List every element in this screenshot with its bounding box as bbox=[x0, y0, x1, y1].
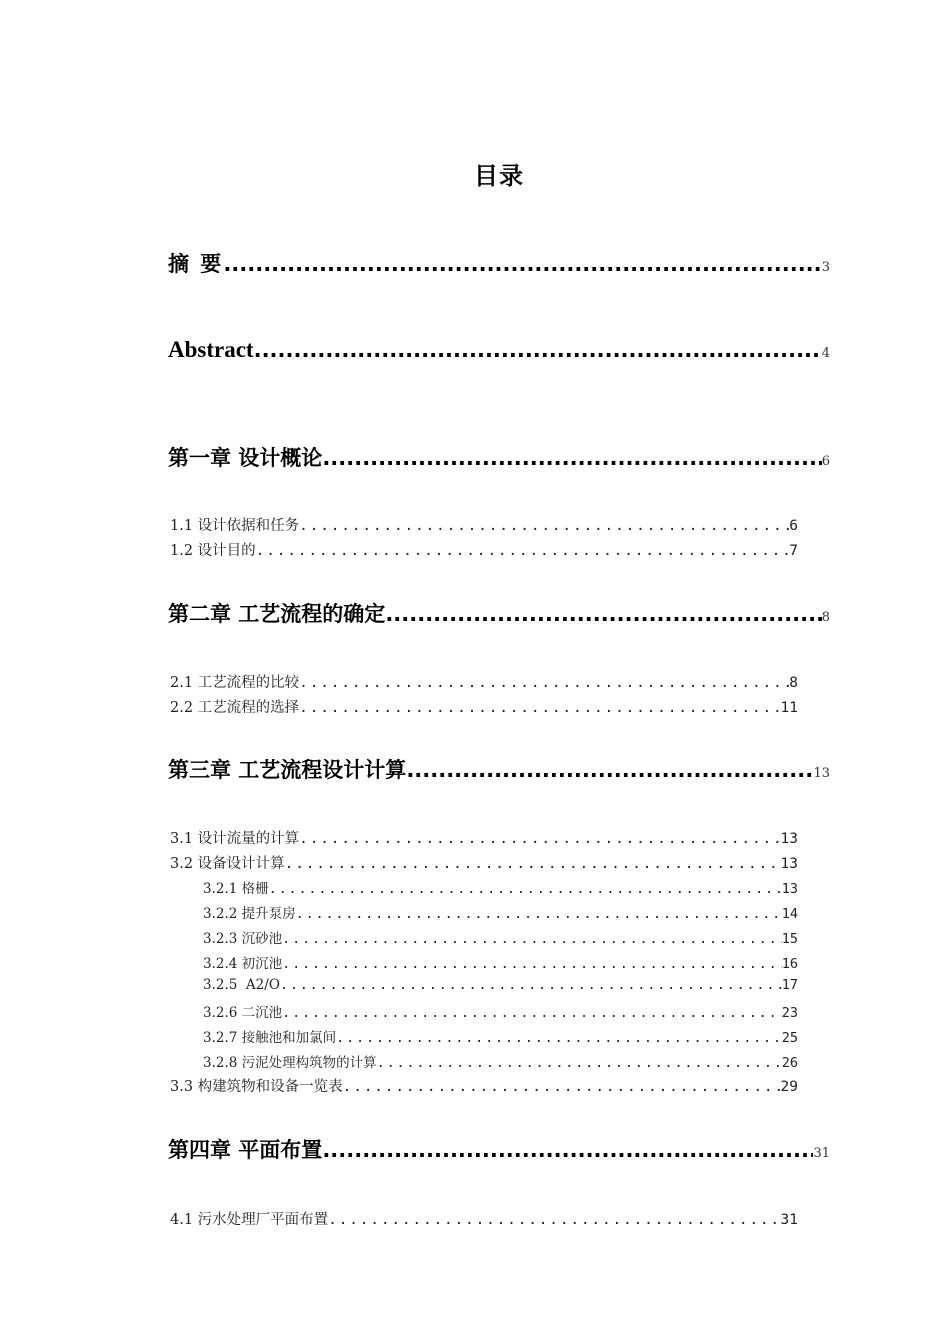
toc-entry-label: 第四章 平面布置 bbox=[168, 1138, 323, 1162]
toc-page-number: 25 bbox=[781, 1030, 798, 1046]
dot-leader bbox=[299, 831, 780, 847]
toc-entry-section[interactable] bbox=[170, 852, 798, 873]
toc-entry-label: 3.2 设备设计计算 bbox=[170, 856, 285, 872]
toc-page-number: 23 bbox=[781, 1005, 798, 1021]
toc-page-number: 6 bbox=[789, 518, 798, 534]
toc-entry-section[interactable] bbox=[170, 671, 798, 692]
toc-entry-label: 4.1 污水处理厂平面布置 bbox=[170, 1212, 329, 1228]
toc-entry-label: 摘 要 bbox=[168, 252, 224, 276]
toc-page-number: 8 bbox=[789, 675, 798, 691]
toc-entry-label: 2.1 工艺流程的比较 bbox=[170, 675, 300, 691]
toc-page-number: 13 bbox=[781, 881, 798, 897]
dot-leader bbox=[377, 1055, 782, 1071]
dot-leader bbox=[299, 518, 789, 534]
toc-entry-label: 2.2 工艺流程的选择 bbox=[170, 700, 300, 716]
toc-entry-section[interactable] bbox=[170, 696, 798, 717]
toc-entry-label: 3.2.4 初沉池 bbox=[203, 956, 283, 972]
toc-page-number: 13 bbox=[780, 856, 798, 872]
toc-page-number: 31 bbox=[813, 1146, 830, 1161]
toc-entry-label: 3.2.6 二沉池 bbox=[203, 1005, 283, 1021]
toc-entry-section[interactable] bbox=[170, 1208, 798, 1229]
toc-entry-label: 第三章 工艺流程设计计算 bbox=[168, 758, 407, 782]
dot-leader bbox=[322, 1138, 813, 1162]
toc-title: 目录 bbox=[474, 162, 524, 190]
dot-leader bbox=[385, 602, 821, 626]
toc-entry-abstract[interactable] bbox=[168, 337, 830, 363]
dot-leader bbox=[282, 931, 782, 947]
toc-page-number: 7 bbox=[789, 543, 798, 559]
toc-entry-label: 1.2 设计目的 bbox=[170, 543, 256, 559]
toc-entry-label: 3.2.8 污泥处理构筑物的计算 bbox=[203, 1055, 377, 1071]
toc-page-number: 16 bbox=[781, 956, 798, 972]
toc-entry-summary[interactable] bbox=[168, 248, 830, 278]
toc-entry-subsection[interactable] bbox=[203, 1051, 798, 1071]
toc-page-number: 4 bbox=[821, 346, 830, 361]
toc-entry-label: 3.1 设计流量的计算 bbox=[170, 831, 300, 847]
toc-entry-label: 3.2.3 沉砂池 bbox=[203, 931, 283, 947]
toc-entry-chapter-2[interactable] bbox=[168, 598, 830, 628]
dot-leader bbox=[254, 338, 822, 362]
toc-page-number: 6 bbox=[821, 454, 830, 469]
toc-page-number: 17 bbox=[781, 977, 798, 993]
dot-leader bbox=[282, 956, 782, 972]
toc-entry-chapter-1[interactable] bbox=[168, 442, 830, 472]
toc-page-number: 26 bbox=[781, 1055, 798, 1071]
dot-leader bbox=[336, 1030, 782, 1046]
toc-entry-label: 3.2.7 接触池和加氯间 bbox=[203, 1030, 337, 1046]
toc-page-number: 31 bbox=[780, 1212, 798, 1228]
toc-entry-label: 3.2.5 A2/O bbox=[203, 977, 280, 993]
toc-entry-subsection[interactable] bbox=[203, 1026, 798, 1046]
toc-entry-chapter-3[interactable] bbox=[168, 754, 830, 784]
toc-entry-label: 3.2.1 格栅 bbox=[203, 881, 269, 897]
dot-leader bbox=[343, 1079, 781, 1095]
dot-leader bbox=[299, 700, 780, 716]
toc-entry-subsection[interactable] bbox=[203, 952, 798, 972]
toc-page-number: 13 bbox=[813, 766, 830, 781]
toc-entry-label: 第二章 工艺流程的确定 bbox=[168, 602, 386, 626]
toc-page-number: 8 bbox=[821, 610, 830, 625]
toc-page-number: 13 bbox=[780, 831, 798, 847]
toc-entry-label: 3.2.2 提升泵房 bbox=[203, 906, 296, 922]
dot-leader bbox=[280, 977, 782, 993]
toc-entry-section[interactable] bbox=[170, 514, 798, 535]
dot-leader bbox=[328, 1212, 780, 1228]
toc-entry-section[interactable] bbox=[170, 827, 798, 848]
toc-entry-subsection[interactable] bbox=[203, 902, 798, 922]
toc-entry-subsection[interactable] bbox=[203, 877, 798, 897]
dot-leader bbox=[299, 675, 789, 691]
toc-entry-label: 第一章 设计概论 bbox=[168, 446, 323, 470]
dot-leader bbox=[256, 543, 790, 559]
dot-leader bbox=[406, 758, 813, 782]
toc-entry-section[interactable] bbox=[170, 539, 798, 560]
dot-leader bbox=[282, 1005, 782, 1021]
dot-leader bbox=[285, 856, 781, 872]
toc-entry-label: 3.3 构建筑物和设备一览表 bbox=[170, 1079, 343, 1095]
dot-leader bbox=[223, 252, 821, 276]
toc-entry-label: Abstract bbox=[168, 337, 254, 362]
toc-page-number: 3 bbox=[821, 260, 830, 275]
toc-entry-subsection[interactable] bbox=[203, 927, 798, 947]
toc-entry-label: 1.1 设计依据和任务 bbox=[170, 518, 300, 534]
toc-entry-chapter-4[interactable] bbox=[168, 1134, 830, 1164]
toc-entry-subsection[interactable] bbox=[203, 977, 798, 993]
toc-page-number: 29 bbox=[780, 1079, 798, 1095]
toc-entry-section[interactable] bbox=[170, 1075, 798, 1096]
toc-entry-subsection[interactable] bbox=[203, 1001, 798, 1021]
toc-page-number: 15 bbox=[781, 931, 798, 947]
toc-page-number: 11 bbox=[780, 700, 798, 716]
dot-leader bbox=[269, 881, 782, 897]
dot-leader bbox=[296, 906, 782, 922]
toc-page-number: 14 bbox=[781, 906, 798, 922]
dot-leader bbox=[322, 446, 821, 470]
